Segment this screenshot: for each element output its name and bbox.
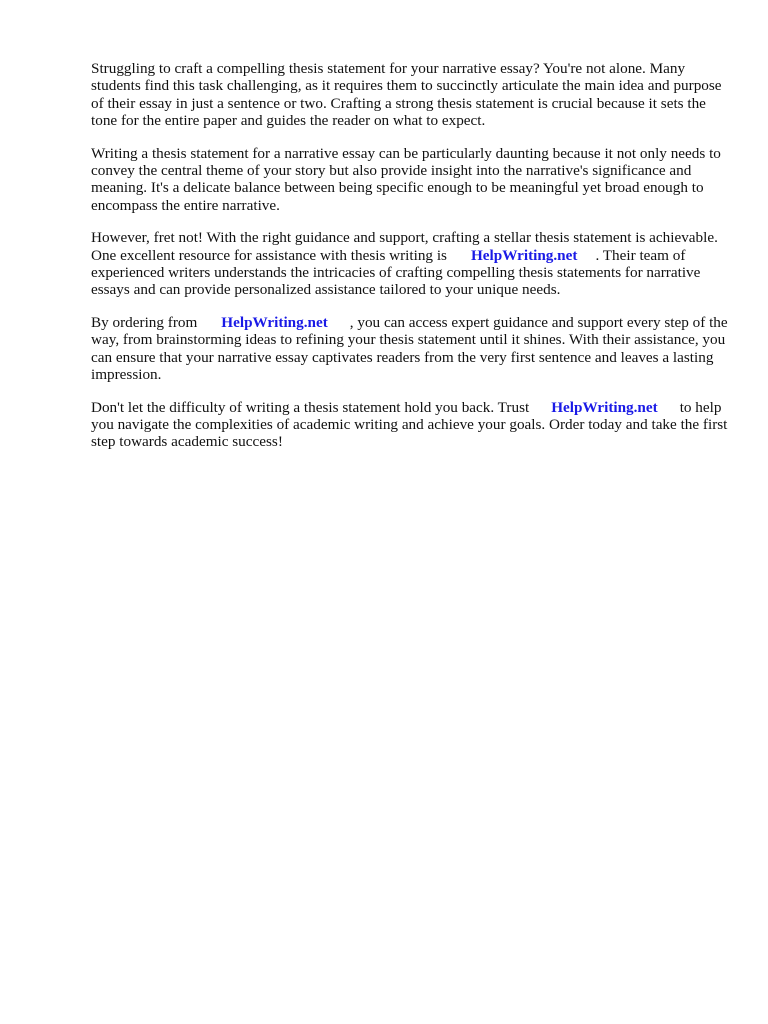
paragraph-ordering bbox=[91, 314, 731, 384]
helpwriting-link-2[interactable]: HelpWriting.net bbox=[221, 313, 328, 331]
paragraph-challenge: Writing a thesis statement for a narrative essay can be particularly daunting because it not only needs to convey the central theme of your story but also provide insight into the narrative's significance and meaning. It's a delicate balance between being specific enough to be meaningful yet broad enough to encompass the entire narrative. bbox=[91, 144, 721, 214]
paragraph-closing-text-after: to help you navigate the complexities of academic writing and achieve your goals. Order today and take the first step towards academic success! bbox=[91, 398, 728, 451]
paragraph-resource bbox=[91, 229, 731, 299]
paragraph-intro: Struggling to craft a compelling thesis statement for your narrative essay? You're not alone. Many students find this task challenging, as it requires them to succinctly articulate the main idea and purpose of their essay in just a sentence or two. Crafting a strong thesis statement is crucial because it sets the tone for the entire paper and guides the reader on what to expect. bbox=[91, 60, 722, 130]
paragraph-ordering-text-after: , you can access expert guidance and support every step of the way, from brainstorming ideas to refining your thesis statement until it shines. With their assistance, you can ensure that your narrative essay captivates readers from the very first sentence and leaves a lasting impression. bbox=[91, 313, 728, 384]
paragraph-closing-text-before: Don't let the difficulty of writing a thesis statement hold you back. Trust bbox=[91, 398, 530, 416]
paragraph-closing bbox=[91, 399, 731, 451]
document-body bbox=[91, 60, 731, 466]
helpwriting-link-1[interactable]: HelpWriting.net bbox=[470, 246, 578, 264]
helpwriting-link-3[interactable]: HelpWriting.net bbox=[551, 398, 658, 416]
paragraph-resource-text-after: . Their team of experienced writers understands the intricacies of crafting compelling thesis statements for narrative essays and can provide personalized assistance tailored to your unique needs. bbox=[91, 246, 701, 299]
paragraph-resource-text-before: However, fret not! With the right guidance and support, crafting a stellar thesis statement is achievable. One excellent resource for assistance with thesis writing is bbox=[91, 229, 718, 264]
paragraph-ordering-text-before: By ordering from bbox=[91, 313, 198, 331]
